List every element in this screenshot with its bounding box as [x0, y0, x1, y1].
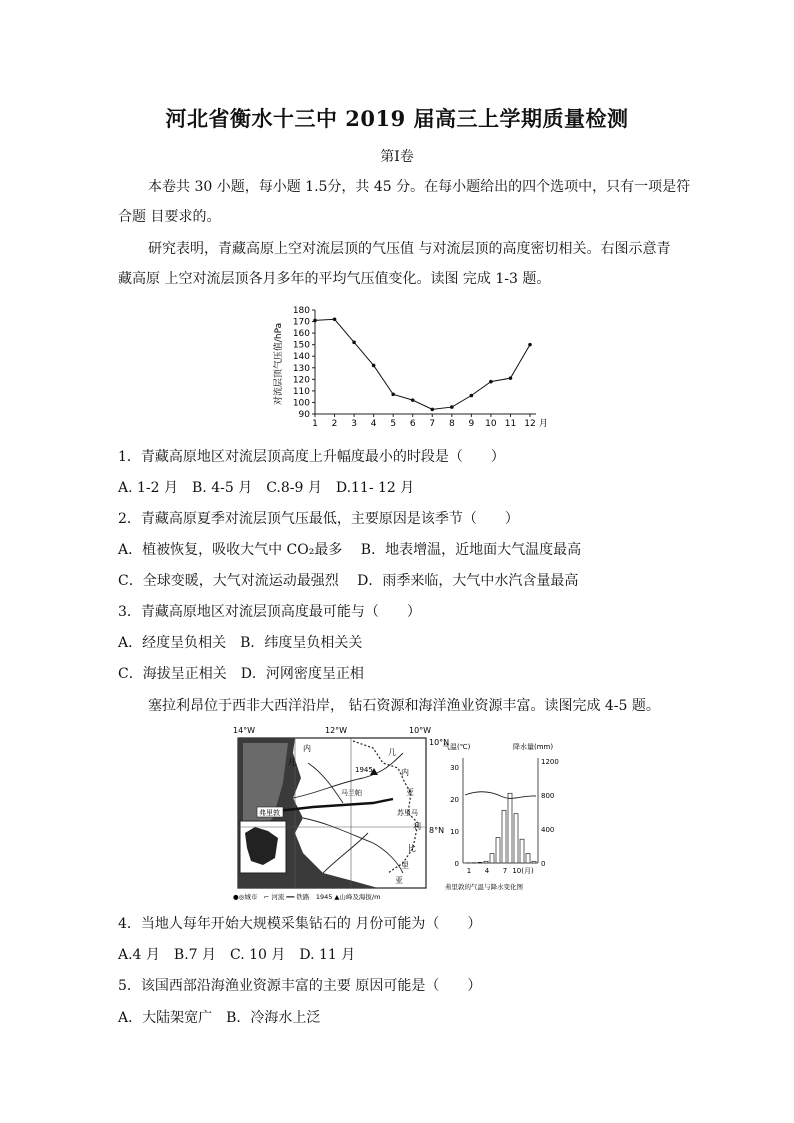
passage2-text: 塞拉利昂位于西非大西洋沿岸， 钻石资源和海洋渔业资源丰富。读图完成 4-5 题。 — [148, 698, 660, 714]
y-tick-label: 160 — [292, 329, 310, 340]
data-point — [489, 380, 493, 384]
place-label: 比 — [408, 844, 416, 853]
precip-bar — [502, 810, 506, 863]
lon-label-10w: 10°W — [409, 726, 432, 735]
data-point — [430, 408, 434, 412]
place-label-marampa: 马兰帕 — [341, 789, 362, 797]
y-tick-label: 170 — [292, 317, 310, 328]
precip-axis-title: 降水量(mm) — [513, 743, 554, 751]
q3-options-ab: A．经度呈负相关 B．纬度呈负相关关 — [118, 635, 363, 651]
q5-options: A．大陆架宽广 B．冷海水上泛 — [118, 1010, 321, 1026]
month-tick-label: 1 — [466, 867, 472, 875]
data-point — [352, 341, 356, 345]
place-label: 亚 — [395, 876, 403, 885]
passage1-line-2: 藏高原 上空对流层顶各月多年的平均气压值变化。读图 完成 1-3 题。 — [118, 271, 551, 287]
data-point — [313, 319, 317, 323]
y-tick-label: 180 — [292, 306, 310, 316]
lon-label-12w: 12°W — [325, 726, 348, 735]
q1-stem: 1．青藏高原地区对流层顶高度上升幅度最小的时段是（ ） — [118, 449, 505, 465]
passage1-line-1: 研究表明，青藏高原上空对流层顶的气压值 与对流层顶的高度密切相关。右图示意青 — [148, 241, 671, 257]
x-tick-label: 5 — [390, 419, 397, 429]
q4-options: A.4 月 B.7 月 C. 10 月 D. 11 月 — [118, 947, 356, 963]
place-label: 几 — [388, 748, 396, 757]
y-tick-label: 90 — [298, 410, 310, 420]
y-tick-label: 100 — [292, 398, 310, 409]
lat-label-10n: 10°N — [429, 738, 450, 747]
x-tick-label: 1 — [312, 419, 318, 429]
data-point — [528, 343, 532, 347]
x-tick-label: 9 — [468, 419, 475, 429]
month-tick-label: 4 — [484, 867, 490, 875]
data-point — [450, 405, 454, 409]
month-tick-label: 7 — [502, 867, 508, 875]
q1-options: A. 1-2 月 B. 4-5 月 C.8-9 月 D.11- 12 月 — [118, 480, 415, 496]
q2-options-ab: A．植被恢复，吸收大气中 CO₂最多 B．地表增温，近地面大气温度最高 — [118, 542, 582, 558]
place-label-sulima: 苏里马 — [397, 809, 418, 817]
peak-elevation-label: 1945 — [355, 766, 373, 774]
section-label: 第Ⅰ卷 — [380, 149, 414, 165]
precip-bar — [478, 862, 482, 863]
data-point — [391, 393, 395, 397]
q4-stem: 4．当地人每年开始大规模采集钻石的 月份可能为（ ） — [118, 916, 482, 932]
x-tick-label: 12 — [524, 419, 536, 429]
x-tick-label: 6 — [409, 419, 416, 429]
q2-options-cd: C．全球变暖，大气对流运动最强烈 D．雨季来临，大气中水汽含量最高 — [118, 573, 579, 589]
month-tick-label: 10(月) — [512, 867, 534, 875]
pressure-line-chart — [260, 302, 550, 432]
q3-options-cd: C．海拔呈正相关 D．河网密度呈正相 — [118, 666, 364, 682]
temp-tick-label: 10 — [450, 828, 459, 836]
map-legend: ●◎城市 ⌐ 河流 ━━ 铁路 1945 ▲山峰及海拔/m — [233, 893, 381, 901]
x-tick-label: 10 — [485, 419, 497, 429]
place-label: 内 — [401, 768, 409, 777]
document-title: 河北省衡水十三中 2019 届高三上学期质量检测 — [165, 106, 629, 131]
temp-tick-label: 20 — [450, 796, 459, 804]
temp-tick-label: 0 — [454, 860, 459, 868]
precip-tick-label: 800 — [541, 792, 555, 800]
q2-stem: 2．青藏高原夏季对流层顶气压最低，主要原因是该季节（ ） — [118, 511, 519, 527]
y-tick-label: 120 — [292, 375, 310, 386]
data-point — [333, 317, 337, 321]
data-point — [411, 398, 415, 402]
data-point — [509, 376, 513, 380]
q3-stem: 3．青藏高原地区对流层顶高度最可能与（ ） — [118, 604, 421, 620]
x-axis-unit: 月 — [539, 419, 549, 429]
x-tick-label: 8 — [448, 419, 455, 429]
precip-bar — [532, 861, 536, 863]
sierra-leone-map-figure — [233, 723, 563, 905]
place-label-freetown: 弗里敦 — [259, 809, 280, 817]
precip-bar — [496, 838, 500, 864]
intro-line-1: 本卷共 30 小题，每小题 1.5分，共 45 分。在每小题给出的四个选项中，只有一项是符 — [148, 179, 691, 195]
y-tick-label: 130 — [292, 363, 310, 374]
precip-bar — [508, 793, 512, 863]
precip-tick-label: 0 — [541, 860, 546, 868]
precip-bar — [484, 861, 488, 863]
precip-tick-label: 1200 — [541, 758, 559, 766]
temp-tick-label: 30 — [450, 764, 459, 772]
x-tick-label: 2 — [331, 419, 338, 429]
data-point — [470, 394, 474, 398]
x-tick-label: 4 — [370, 419, 377, 429]
place-label: 亚 — [406, 788, 414, 797]
temperature-curve — [465, 792, 536, 799]
place-label: 利 — [413, 822, 421, 831]
data-point — [372, 364, 376, 368]
place-label: 里 — [401, 861, 409, 870]
y-tick-label: 110 — [292, 386, 310, 397]
y-tick-label: 150 — [292, 340, 310, 351]
temp-axis-title: 气温(℃) — [443, 743, 471, 751]
lat-label-8n: 8°N — [429, 826, 445, 835]
precip-bar — [520, 839, 524, 863]
place-label: 内 — [303, 744, 311, 753]
precip-bar — [526, 854, 530, 863]
precip-tick-label: 400 — [541, 826, 555, 834]
x-tick-label: 11 — [504, 419, 517, 429]
lon-label-14w: 14°W — [233, 726, 256, 735]
place-label: 几 — [288, 758, 296, 767]
climate-caption: 弗里敦的气温与降水变化图 — [445, 883, 523, 891]
y-tick-label: 140 — [292, 352, 310, 363]
series-line — [315, 319, 530, 409]
q5-stem: 5．该国西部沿海渔业资源丰富的主要 原因可能是（ ） — [118, 978, 482, 994]
x-tick-label: 3 — [351, 419, 357, 429]
precip-bar — [514, 814, 518, 863]
chart-ylabel: 对流层顶气压值/hPa — [274, 322, 284, 406]
intro-line-2: 合题 目要求的。 — [118, 209, 221, 225]
precip-bar — [490, 854, 494, 863]
x-tick-label: 7 — [429, 419, 436, 429]
